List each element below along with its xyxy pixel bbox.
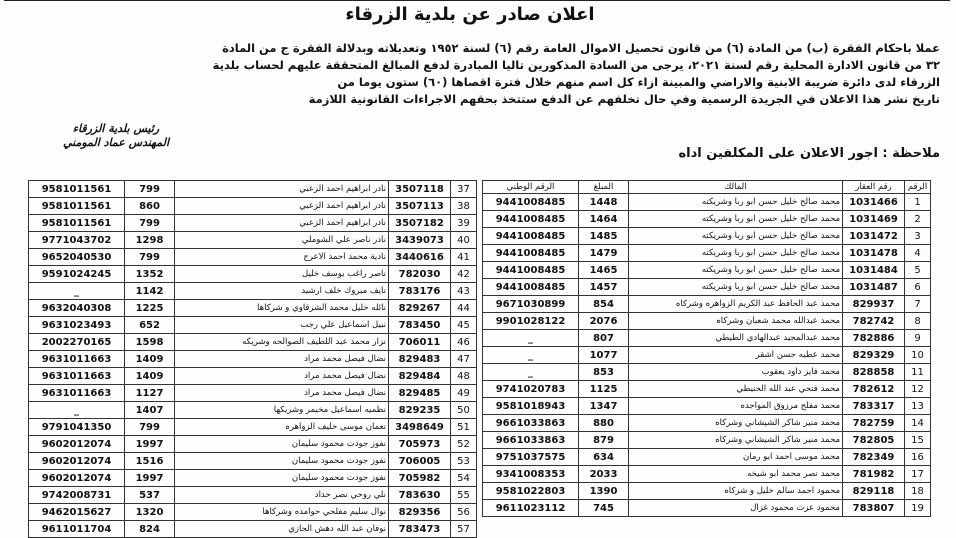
table-row xyxy=(29,249,477,266)
property-number-cell: 3439073 xyxy=(389,232,451,249)
table-row xyxy=(483,245,931,262)
property-number-cell: 783317 xyxy=(843,398,905,415)
index-cell: 16 xyxy=(905,449,931,466)
owner-name-cell: نوفان عبد الله دهش الجازي xyxy=(175,521,389,538)
owner-name-cell: محمد نصر محمد ابو شيخه xyxy=(629,466,843,483)
table-row xyxy=(483,296,931,313)
property-number-cell: 828858 xyxy=(843,364,905,381)
property-number-cell: 782886 xyxy=(843,330,905,347)
body-line-4: تاريخ نشر هذا الاعلان في الجريدة الرسمية وفي حال تخلفهم عن الدفع ستتخذ بحقهم الاجراءات القانونية اللازمة xyxy=(308,92,940,106)
table-row xyxy=(483,483,931,500)
national-id-cell: 9602012074 xyxy=(29,453,125,470)
owner-name-cell: نعمان موسى خليف الزواهره xyxy=(175,419,389,436)
owner-name-cell: محمد صالح خليل حسن ابو ربا وشريكته xyxy=(629,228,843,245)
index-cell: 51 xyxy=(451,419,477,436)
property-number-cell: 1031487 xyxy=(843,279,905,296)
property-number-cell: 706005 xyxy=(389,453,451,470)
amount-cell: 1320 xyxy=(125,504,175,521)
amount-cell: 1142 xyxy=(125,283,175,300)
amount-cell: 537 xyxy=(125,487,175,504)
index-cell: 11 xyxy=(905,364,931,381)
owner-name-cell: نوال سليم مفلحي حوامده وشركاها xyxy=(175,504,389,521)
national-id-cell: 9631011663 xyxy=(29,385,125,402)
table-row xyxy=(483,313,931,330)
owner-name-cell: محمد مفلح مرزوق المواجده xyxy=(629,398,843,415)
amount-cell: 634 xyxy=(579,449,629,466)
amount-cell: 854 xyxy=(579,296,629,313)
property-number-cell: 829483 xyxy=(389,351,451,368)
amount-cell: 1448 xyxy=(579,194,629,211)
table-row xyxy=(29,181,477,198)
owner-name-cell: نضال فيصل محمد مراد xyxy=(175,368,389,385)
national-id-cell: _ xyxy=(483,364,579,381)
national-id-cell: 9341008353 xyxy=(483,466,579,483)
index-cell: 38 xyxy=(451,198,477,215)
national-id-cell: _ xyxy=(29,283,125,300)
national-id-cell: 9581011561 xyxy=(29,215,125,232)
index-cell: 2 xyxy=(905,211,931,228)
table-row xyxy=(29,198,477,215)
index-cell: 41 xyxy=(451,249,477,266)
index-cell: 17 xyxy=(905,466,931,483)
amount-cell: 1352 xyxy=(125,266,175,283)
signature-block xyxy=(26,122,206,150)
amount-cell: 1347 xyxy=(579,398,629,415)
property-number-cell: 705973 xyxy=(389,436,451,453)
property-number-cell: 782805 xyxy=(843,432,905,449)
owners-table-right xyxy=(482,180,931,517)
amount-cell: 1598 xyxy=(125,334,175,351)
property-number-cell: 781982 xyxy=(843,466,905,483)
table-row xyxy=(29,300,477,317)
amount-cell: 1390 xyxy=(579,483,629,500)
national-id-cell: 9441008485 xyxy=(483,211,579,228)
index-cell: 14 xyxy=(905,415,931,432)
national-id-cell: 9771043702 xyxy=(29,232,125,249)
owner-name-cell: نايف مبروك خلف ارشيد xyxy=(175,283,389,300)
property-number-cell: 783176 xyxy=(389,283,451,300)
amount-cell: 807 xyxy=(579,330,629,347)
index-cell: 1 xyxy=(905,194,931,211)
index-cell: 40 xyxy=(451,232,477,249)
signature-title: رئيس بلدية الزرقاء xyxy=(72,122,160,135)
table-row xyxy=(483,415,931,432)
owner-name-cell: نائله خليل محمد الشرقاوي و شركاها xyxy=(175,300,389,317)
amount-cell: 1997 xyxy=(125,436,175,453)
owner-name-cell: نظميه اسماعيل مخيمر وشريكها xyxy=(175,402,389,419)
owner-name-cell: نفوز جودت محمود سليمان xyxy=(175,436,389,453)
amount-cell: 1457 xyxy=(579,279,629,296)
amount-cell: 1479 xyxy=(579,245,629,262)
national-id-cell: 9581022803 xyxy=(483,483,579,500)
body-line-1: عملا باحكام الفقرة (ب) من المادة (٦) من قانون تحصيل الاموال العامة رقم (٦) لسنة ١٩٥٢ وتعديلاته وبدلالة الفقرة ج من المادة xyxy=(222,41,940,55)
amount-cell: 1077 xyxy=(579,347,629,364)
owner-name-cell: نفوز جودت محمود سليمان xyxy=(175,453,389,470)
national-id-cell: 9441008485 xyxy=(483,228,579,245)
property-number-cell: 706011 xyxy=(389,334,451,351)
national-id-cell: 9631023493 xyxy=(29,317,125,334)
owner-name-cell: محمد عبدالمجيد عبدالهادي الطيطي xyxy=(629,330,843,347)
amount-cell: 860 xyxy=(125,198,175,215)
property-number-cell: 829937 xyxy=(843,296,905,313)
header-index: الرقم xyxy=(905,181,931,194)
property-number-cell: 1031466 xyxy=(843,194,905,211)
amount-cell: 1127 xyxy=(125,385,175,402)
announcement-body xyxy=(22,40,940,108)
property-number-cell: 1031472 xyxy=(843,228,905,245)
national-id-cell: 9581011561 xyxy=(29,198,125,215)
owner-name-cell: نزار محمد عبد اللطيف الصوالحه وشريكه xyxy=(175,334,389,351)
owner-name-cell: محمد منير شاكر الشيشاني وشركاه xyxy=(629,432,843,449)
national-id-cell: _ xyxy=(29,402,125,419)
table-row xyxy=(483,262,931,279)
index-cell: 37 xyxy=(451,181,477,198)
table-row xyxy=(29,470,477,487)
table-row xyxy=(483,364,931,381)
table-row xyxy=(29,504,477,521)
property-number-cell: 3507182 xyxy=(389,215,451,232)
index-cell: 53 xyxy=(451,453,477,470)
owner-name-cell: محمود احمد سالم خليل و شركاه xyxy=(629,483,843,500)
national-id-cell: 9581011561 xyxy=(29,181,125,198)
owner-name-cell: نلي روحي نصر حداد xyxy=(175,487,389,504)
index-cell: 42 xyxy=(451,266,477,283)
owner-name-cell: محمد فايز داود يعقوب xyxy=(629,364,843,381)
table-row xyxy=(29,402,477,419)
owner-name-cell: نادية محمد احمد الاعرج xyxy=(175,249,389,266)
table-row xyxy=(29,521,477,538)
amount-cell: 2033 xyxy=(579,466,629,483)
index-cell: 49 xyxy=(451,385,477,402)
table-row xyxy=(29,453,477,470)
index-cell: 48 xyxy=(451,368,477,385)
owner-name-cell: نادر ناصر علي الشوملي xyxy=(175,232,389,249)
property-number-cell: 1031484 xyxy=(843,262,905,279)
index-cell: 8 xyxy=(905,313,931,330)
table-row xyxy=(29,436,477,453)
property-number-cell: 829329 xyxy=(843,347,905,364)
table-row xyxy=(483,211,931,228)
amount-cell: 799 xyxy=(125,249,175,266)
national-id-cell: 9741020783 xyxy=(483,381,579,398)
amount-cell: 1298 xyxy=(125,232,175,249)
amount-cell: 1485 xyxy=(579,228,629,245)
owners-table-right-body xyxy=(483,194,931,517)
national-id-cell: 9652040530 xyxy=(29,249,125,266)
table-row xyxy=(29,385,477,402)
amount-cell: 799 xyxy=(125,181,175,198)
national-id-cell: 9441008485 xyxy=(483,262,579,279)
national-id-cell: 9631011663 xyxy=(29,368,125,385)
national-id-cell: 9742008731 xyxy=(29,487,125,504)
property-number-cell: 783807 xyxy=(843,500,905,517)
property-number-cell: 782759 xyxy=(843,415,905,432)
owners-table-left xyxy=(28,180,477,538)
table-row xyxy=(29,283,477,300)
owner-name-cell: محمد صالح خليل حسن ابو ربا وشريكته xyxy=(629,262,843,279)
property-number-cell: 1031469 xyxy=(843,211,905,228)
owner-name-cell: نضال فيصل محمد مراد xyxy=(175,385,389,402)
index-cell: 46 xyxy=(451,334,477,351)
amount-cell: 2076 xyxy=(579,313,629,330)
owner-name-cell: نبيل اسماعيل علي رجب xyxy=(175,317,389,334)
national-id-cell: 9611011704 xyxy=(29,521,125,538)
amount-cell: 824 xyxy=(125,521,175,538)
owner-name-cell: محمد صالح خليل حسن ابو ربا وشريكته xyxy=(629,194,843,211)
table-row xyxy=(29,215,477,232)
amount-cell: 1409 xyxy=(125,368,175,385)
index-cell: 57 xyxy=(451,521,477,538)
property-number-cell: 829118 xyxy=(843,483,905,500)
table-row xyxy=(483,279,931,296)
amount-cell: 1516 xyxy=(125,453,175,470)
table-row xyxy=(483,381,931,398)
table-row xyxy=(29,232,477,249)
property-number-cell: 782742 xyxy=(843,313,905,330)
table-row xyxy=(483,449,931,466)
property-number-cell: 829267 xyxy=(389,300,451,317)
property-number-cell: 3507118 xyxy=(389,181,451,198)
table-row xyxy=(483,466,931,483)
owner-name-cell: محمد فتحي عبد الله الحنيطي xyxy=(629,381,843,398)
index-cell: 3 xyxy=(905,228,931,245)
amount-cell: 1409 xyxy=(125,351,175,368)
national-id-cell: _ xyxy=(483,330,579,347)
property-number-cell: 705982 xyxy=(389,470,451,487)
amount-cell: 1997 xyxy=(125,470,175,487)
national-id-cell: 9661033863 xyxy=(483,432,579,449)
national-id-cell: 9631011663 xyxy=(29,351,125,368)
table-row xyxy=(483,330,931,347)
national-id-cell: 9441008485 xyxy=(483,245,579,262)
national-id-cell: 9661033863 xyxy=(483,415,579,432)
national-id-cell: 9602012074 xyxy=(29,436,125,453)
index-cell: 43 xyxy=(451,283,477,300)
national-id-cell: 9611023112 xyxy=(483,500,579,517)
table-row xyxy=(483,500,931,517)
table-row xyxy=(483,432,931,449)
index-cell: 45 xyxy=(451,317,477,334)
header-amount: المبلغ xyxy=(579,181,629,194)
table-header-row xyxy=(483,181,931,194)
property-number-cell: 1031478 xyxy=(843,245,905,262)
owner-name-cell: نادر ابراهيم احمد الزعبي xyxy=(175,215,389,232)
index-cell: 10 xyxy=(905,347,931,364)
index-cell: 12 xyxy=(905,381,931,398)
table-row xyxy=(29,351,477,368)
owners-table-left-body xyxy=(29,181,477,538)
owner-name-cell: محمد عبدالله محمد شعبان وشركاه xyxy=(629,313,843,330)
amount-cell: 799 xyxy=(125,419,175,436)
owner-name-cell: محمد عطيه حسن اشقر xyxy=(629,347,843,364)
table-row xyxy=(29,368,477,385)
owner-name-cell: ناصر راغب يوسف خليل xyxy=(175,266,389,283)
table-row xyxy=(483,194,931,211)
amount-cell: 799 xyxy=(125,215,175,232)
property-number-cell: 829235 xyxy=(389,402,451,419)
national-id-cell: 9632040308 xyxy=(29,300,125,317)
national-id-cell: 9751037575 xyxy=(483,449,579,466)
signature-name: المهندس عماد المومني xyxy=(62,136,170,149)
index-cell: 6 xyxy=(905,279,931,296)
property-number-cell: 782349 xyxy=(843,449,905,466)
owner-name-cell: محمد موسى احمد ابو رمان xyxy=(629,449,843,466)
table-row xyxy=(483,398,931,415)
index-cell: 15 xyxy=(905,432,931,449)
owner-name-cell: نادر ابراهيم احمد الزعبي xyxy=(175,181,389,198)
national-id-cell: 9901028122 xyxy=(483,313,579,330)
property-number-cell: 782612 xyxy=(843,381,905,398)
amount-cell: 853 xyxy=(579,364,629,381)
property-number-cell: 782030 xyxy=(389,266,451,283)
index-cell: 4 xyxy=(905,245,931,262)
property-number-cell: 3440616 xyxy=(389,249,451,266)
index-cell: 47 xyxy=(451,351,477,368)
amount-cell: 1465 xyxy=(579,262,629,279)
property-number-cell: 829484 xyxy=(389,368,451,385)
index-cell: 50 xyxy=(451,402,477,419)
amount-cell: 745 xyxy=(579,500,629,517)
index-cell: 9 xyxy=(905,330,931,347)
table-row xyxy=(29,317,477,334)
amount-cell: 879 xyxy=(579,432,629,449)
index-cell: 55 xyxy=(451,487,477,504)
property-number-cell: 829485 xyxy=(389,385,451,402)
table-row xyxy=(483,347,931,364)
header-national-id: الرقم الوطني xyxy=(483,181,579,194)
amount-cell: 1125 xyxy=(579,381,629,398)
owner-name-cell: محمد صالح خليل حسن ابو ربا وشريكته xyxy=(629,211,843,228)
property-number-cell: 783450 xyxy=(389,317,451,334)
index-cell: 19 xyxy=(905,500,931,517)
national-id-cell: 9581018943 xyxy=(483,398,579,415)
national-id-cell: 9602012074 xyxy=(29,470,125,487)
national-id-cell: 2002270165 xyxy=(29,334,125,351)
index-cell: 44 xyxy=(451,300,477,317)
table-row xyxy=(29,487,477,504)
fees-note: ملاحظة : اجور الاعلان على المكلفين اداه xyxy=(678,146,940,161)
national-id-cell: 9791041350 xyxy=(29,419,125,436)
index-cell: 39 xyxy=(451,215,477,232)
index-cell: 54 xyxy=(451,470,477,487)
property-number-cell: 783473 xyxy=(389,521,451,538)
index-cell: 52 xyxy=(451,436,477,453)
index-cell: 13 xyxy=(905,398,931,415)
owner-name-cell: محمد منير شاكر الشيشاني وشركاه xyxy=(629,415,843,432)
body-line-3: الزرقاء لدى دائرة ضريبة الابنية والاراضي والمبينة ازاء كل اسم منهم خلال فترة اقصاها (٦٠) ستون يوما من xyxy=(337,75,940,89)
amount-cell: 880 xyxy=(579,415,629,432)
national-id-cell: 9591024245 xyxy=(29,266,125,283)
amount-cell: 1225 xyxy=(125,300,175,317)
property-number-cell: 3498649 xyxy=(389,419,451,436)
property-number-cell: 783630 xyxy=(389,487,451,504)
table-row xyxy=(29,266,477,283)
national-id-cell: 9671030899 xyxy=(483,296,579,313)
amount-cell: 652 xyxy=(125,317,175,334)
body-line-2: ٣٢ من قانون الادارة المحلية رقم لسنة ٢٠٢١، يرجى من السادة المذكورين تاليا المبادرة لدفع المبالغ المتحققة عليهم لحساب بلدية xyxy=(212,58,940,72)
national-id-cell: 9462015627 xyxy=(29,504,125,521)
national-id-cell: _ xyxy=(483,347,579,364)
owner-name-cell: محمد صالح خليل حسن ابو ربا وشريكته xyxy=(629,279,843,296)
table-row xyxy=(29,419,477,436)
owner-name-cell: محمد عبد الحافظ عبد الكريم الزواهره وشركاه xyxy=(629,296,843,313)
owner-name-cell: نفوز جودت محمود سليمان xyxy=(175,470,389,487)
amount-cell: 1407 xyxy=(125,402,175,419)
header-property-number: رقم العقار xyxy=(843,181,905,194)
index-cell: 7 xyxy=(905,296,931,313)
property-number-cell: 829356 xyxy=(389,504,451,521)
index-cell: 18 xyxy=(905,483,931,500)
table-row xyxy=(29,334,477,351)
announcement-title: اعلان صادر عن بلدية الزرقاء xyxy=(345,4,595,25)
property-number-cell: 3507113 xyxy=(389,198,451,215)
owner-name-cell: محمد صالح خليل حسن ابو ربا وشريكته xyxy=(629,245,843,262)
header-owner: المالك xyxy=(629,181,843,194)
national-id-cell: 9441008485 xyxy=(483,279,579,296)
index-cell: 5 xyxy=(905,262,931,279)
owner-name-cell: نضال فيصل محمد مراد xyxy=(175,351,389,368)
amount-cell: 1464 xyxy=(579,211,629,228)
national-id-cell: 9441008485 xyxy=(483,194,579,211)
table-row xyxy=(483,228,931,245)
owner-name-cell: نادر ابراهيم احمد الزعبي xyxy=(175,198,389,215)
owner-name-cell: محمود عزت محمود غزال xyxy=(629,500,843,517)
index-cell: 56 xyxy=(451,504,477,521)
